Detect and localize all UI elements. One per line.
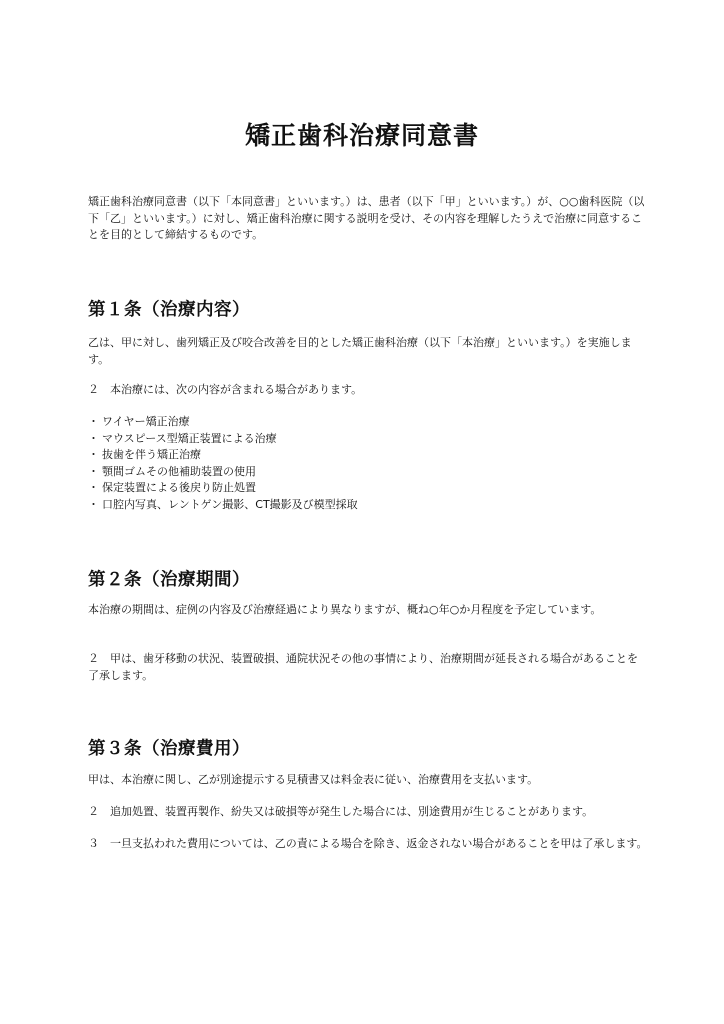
bullet-mark: ・: [88, 497, 99, 511]
list-item-text: 抜歯を伴う矯正治療: [102, 448, 201, 462]
list-item: [88, 447, 648, 464]
document-title: 矯正歯科治療同意書: [244, 121, 479, 150]
list-item: [88, 431, 648, 448]
article-3-paragraph-2: ２ 追加処置、装置再製作、紛失又は破損等が発生した場合には、別途費用が生じることがあります。: [88, 805, 594, 818]
bullet-mark: ・: [88, 448, 99, 462]
bullet-mark: ・: [88, 464, 99, 478]
list-item-text: マウスピース型矯正装置による治療: [102, 431, 277, 445]
list-item-text: 顎間ゴムその他補助装置の使用: [102, 464, 256, 478]
article-2-paragraph-2: ２ 甲は、歯牙移動の状況、装置破損、通院状況その他の事情により、治療期間が延長される場合があることを了承します。: [88, 652, 638, 682]
list-item-text: 保定装置による後戻り防止処置: [102, 481, 256, 495]
bullet-mark: ・: [88, 481, 99, 495]
article-1-paragraph-2: ２ 本治療には、次の内容が含まれる場合があります。: [88, 383, 363, 396]
list-item: [88, 497, 648, 514]
article-1-heading: 第１条（治療内容）: [88, 300, 250, 320]
article-1-paragraph-1: 乙は、甲に対し、歯列矯正及び咬合改善を目的とした矯正歯科治療（以下「本治療」といいます。）を実施します。: [88, 336, 632, 366]
list-item: [88, 414, 648, 431]
list-item: [88, 480, 648, 497]
article-2-paragraph-1: 本治療の期間は、症例の内容及び治療経過により異なりますが、概ね○年○か月程度を予定しています。: [88, 603, 602, 616]
treatment-content-list: [88, 414, 648, 514]
list-item-text: ワイヤー矯正治療: [102, 415, 190, 428]
list-item: [88, 464, 648, 481]
intro-paragraph: 矯正歯科治療同意書（以下「本同意書」といいます。）は、患者（以下「甲」といいます。）が、○○歯科医院（以下「乙」といいます。）に対し、矯正歯科治療に関する説明を受け、その内容を理解したうえで治療に同意することを目的として締結するものです。: [88, 195, 645, 241]
article-3-paragraph-3: ３ 一旦支払われた費用については、乙の責による場合を除き、返金されない場合があることを甲は了承します。: [88, 837, 648, 850]
article-3-paragraph-1: 甲は、本治療に関し、乙が別途提示する見積書又は料金表に従い、治療費用を支払います。: [88, 773, 539, 786]
article-2-heading: 第２条（治療期間）: [88, 570, 250, 590]
bullet-mark: ・: [88, 431, 99, 445]
bullet-mark: ・: [88, 415, 99, 428]
article-3-heading: 第３条（治療費用）: [88, 739, 250, 759]
list-item-text: 口腔内写真、レントゲン撮影、CT撮影及び模型採取: [102, 497, 358, 511]
